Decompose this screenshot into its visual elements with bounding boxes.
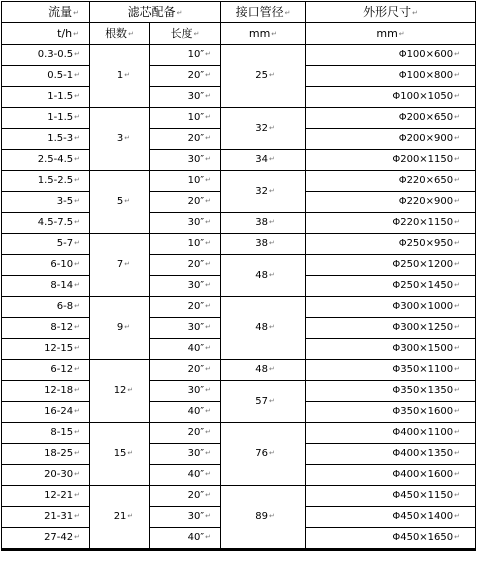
filter-length-cell: 20″↵ [150, 255, 221, 276]
header-filter-config: 滤芯配备↵ [90, 2, 221, 23]
filter-count-cell: 15↵ [90, 423, 150, 486]
pipe-diameter-cell: 48↵ [221, 297, 306, 360]
filter-length-cell: 40″↵ [150, 339, 221, 360]
dimension-cell: Φ350×1350↵ [306, 381, 476, 402]
flow-cell: 8-12↵ [2, 318, 90, 339]
header-pipe-diameter: 接口管径↵ [221, 2, 306, 23]
dimension-cell: Φ300×1000↵ [306, 297, 476, 318]
dimension-cell: Φ200×650↵ [306, 108, 476, 129]
dimension-cell: Φ250×950↵ [306, 234, 476, 255]
pipe-diameter-cell: 32↵ [221, 171, 306, 213]
flow-cell: 4.5-7.5↵ [2, 213, 90, 234]
flow-cell: 12-15↵ [2, 339, 90, 360]
dimension-cell: Φ450×1400↵ [306, 507, 476, 528]
pipe-diameter-cell: 25↵ [221, 45, 306, 108]
pipe-diameter-cell: 57↵ [221, 381, 306, 423]
dimension-cell: Φ100×800↵ [306, 66, 476, 87]
header-flow-unit: t/h↵ [2, 23, 90, 45]
dimension-cell: Φ400×1100↵ [306, 423, 476, 444]
flow-cell: 8-15↵ [2, 423, 90, 444]
header-dimensions: 外形尺寸↵ [306, 2, 476, 23]
dimension-cell: Φ300×1250↵ [306, 318, 476, 339]
pipe-diameter-cell: 38↵ [221, 234, 306, 255]
flow-cell: 16-24↵ [2, 402, 90, 423]
flow-cell: 18-25↵ [2, 444, 90, 465]
table-row [2, 381, 476, 402]
table-row [2, 255, 476, 276]
pipe-diameter-cell: 38↵ [221, 213, 306, 234]
flow-cell: 6-8↵ [2, 297, 90, 318]
dimension-cell: Φ100×600↵ [306, 45, 476, 66]
table-row [2, 234, 476, 255]
flow-cell: 6-10↵ [2, 255, 90, 276]
flow-cell: 20-30↵ [2, 465, 90, 486]
header-pipe-unit: mm↵ [221, 23, 306, 45]
filter-length-cell: 20″↵ [150, 129, 221, 150]
dimension-cell: Φ450×1150↵ [306, 486, 476, 507]
filter-length-cell: 20″↵ [150, 423, 221, 444]
pipe-diameter-cell: 48↵ [221, 360, 306, 381]
dimension-cell: Φ400×1600↵ [306, 465, 476, 486]
filter-length-cell: 30″↵ [150, 213, 221, 234]
table-row [2, 108, 476, 129]
pipe-diameter-cell: 48↵ [221, 255, 306, 297]
filter-length-cell: 30″↵ [150, 381, 221, 402]
dimension-cell: Φ220×1150↵ [306, 213, 476, 234]
flow-cell: 2.5-4.5↵ [2, 150, 90, 171]
filter-length-cell: 40″↵ [150, 465, 221, 486]
flow-cell: 0.3-0.5↵ [2, 45, 90, 66]
header-row-2 [2, 23, 476, 45]
filter-length-cell: 30″↵ [150, 507, 221, 528]
filter-count-cell: 1↵ [90, 45, 150, 108]
dimension-cell: Φ250×1450↵ [306, 276, 476, 297]
spec-table-container [1, 1, 475, 551]
filter-count-cell: 12↵ [90, 360, 150, 423]
dimension-cell: Φ200×900↵ [306, 129, 476, 150]
dimension-cell: Φ400×1350↵ [306, 444, 476, 465]
table-row [2, 423, 476, 444]
filter-length-cell: 30″↵ [150, 150, 221, 171]
filter-count-cell: 7↵ [90, 234, 150, 297]
pipe-diameter-cell: 32↵ [221, 108, 306, 150]
filter-length-cell: 20″↵ [150, 297, 221, 318]
flow-cell: 1-1.5↵ [2, 87, 90, 108]
filter-length-cell: 20″↵ [150, 192, 221, 213]
table-row [2, 150, 476, 171]
dimension-cell: Φ350×1600↵ [306, 402, 476, 423]
filter-count-cell: 21↵ [90, 486, 150, 550]
filter-length-cell: 20″↵ [150, 360, 221, 381]
filter-length-cell: 30″↵ [150, 87, 221, 108]
dimension-cell: Φ100×1050↵ [306, 87, 476, 108]
header-length: 长度↵ [150, 23, 221, 45]
flow-cell: 1.5-3↵ [2, 129, 90, 150]
dimension-cell: Φ350×1100↵ [306, 360, 476, 381]
filter-count-cell: 9↵ [90, 297, 150, 360]
dimension-cell: Φ300×1500↵ [306, 339, 476, 360]
filter-count-cell: 3↵ [90, 108, 150, 171]
flow-cell: 6-12↵ [2, 360, 90, 381]
table-row [2, 213, 476, 234]
header-dim-unit: mm↵ [306, 23, 476, 45]
filter-length-cell: 20″↵ [150, 486, 221, 507]
flow-cell: 8-14↵ [2, 276, 90, 297]
flow-cell: 0.5-1↵ [2, 66, 90, 87]
filter-spec-table [1, 1, 476, 551]
dimension-cell: Φ250×1200↵ [306, 255, 476, 276]
header-row-1 [2, 2, 476, 23]
filter-length-cell: 30″↵ [150, 444, 221, 465]
table-row [2, 360, 476, 381]
filter-length-cell: 30″↵ [150, 276, 221, 297]
dimension-cell: Φ200×1150↵ [306, 150, 476, 171]
flow-cell: 27-42↵ [2, 528, 90, 550]
flow-cell: 3-5↵ [2, 192, 90, 213]
filter-length-cell: 40″↵ [150, 528, 221, 550]
filter-length-cell: 40″↵ [150, 402, 221, 423]
flow-cell: 12-21↵ [2, 486, 90, 507]
filter-count-cell: 5↵ [90, 171, 150, 234]
pipe-diameter-cell: 89↵ [221, 486, 306, 550]
flow-cell: 5-7↵ [2, 234, 90, 255]
filter-length-cell: 10″↵ [150, 45, 221, 66]
filter-length-cell: 30″↵ [150, 318, 221, 339]
flow-cell: 1-1.5↵ [2, 108, 90, 129]
table-row [2, 486, 476, 507]
pipe-diameter-cell: 34↵ [221, 150, 306, 171]
header-flow: 流量↵ [2, 2, 90, 23]
dimension-cell: Φ220×650↵ [306, 171, 476, 192]
table-row [2, 297, 476, 318]
flow-cell: 21-31↵ [2, 507, 90, 528]
filter-length-cell: 10″↵ [150, 234, 221, 255]
dimension-cell: Φ220×900↵ [306, 192, 476, 213]
filter-length-cell: 10″↵ [150, 171, 221, 192]
flow-cell: 1.5-2.5↵ [2, 171, 90, 192]
filter-length-cell: 10″↵ [150, 108, 221, 129]
table-row [2, 45, 476, 66]
table-row [2, 171, 476, 192]
header-count: 根数↵ [90, 23, 150, 45]
pipe-diameter-cell: 76↵ [221, 423, 306, 486]
dimension-cell: Φ450×1650↵ [306, 528, 476, 550]
flow-cell: 12-18↵ [2, 381, 90, 402]
filter-length-cell: 20″↵ [150, 66, 221, 87]
